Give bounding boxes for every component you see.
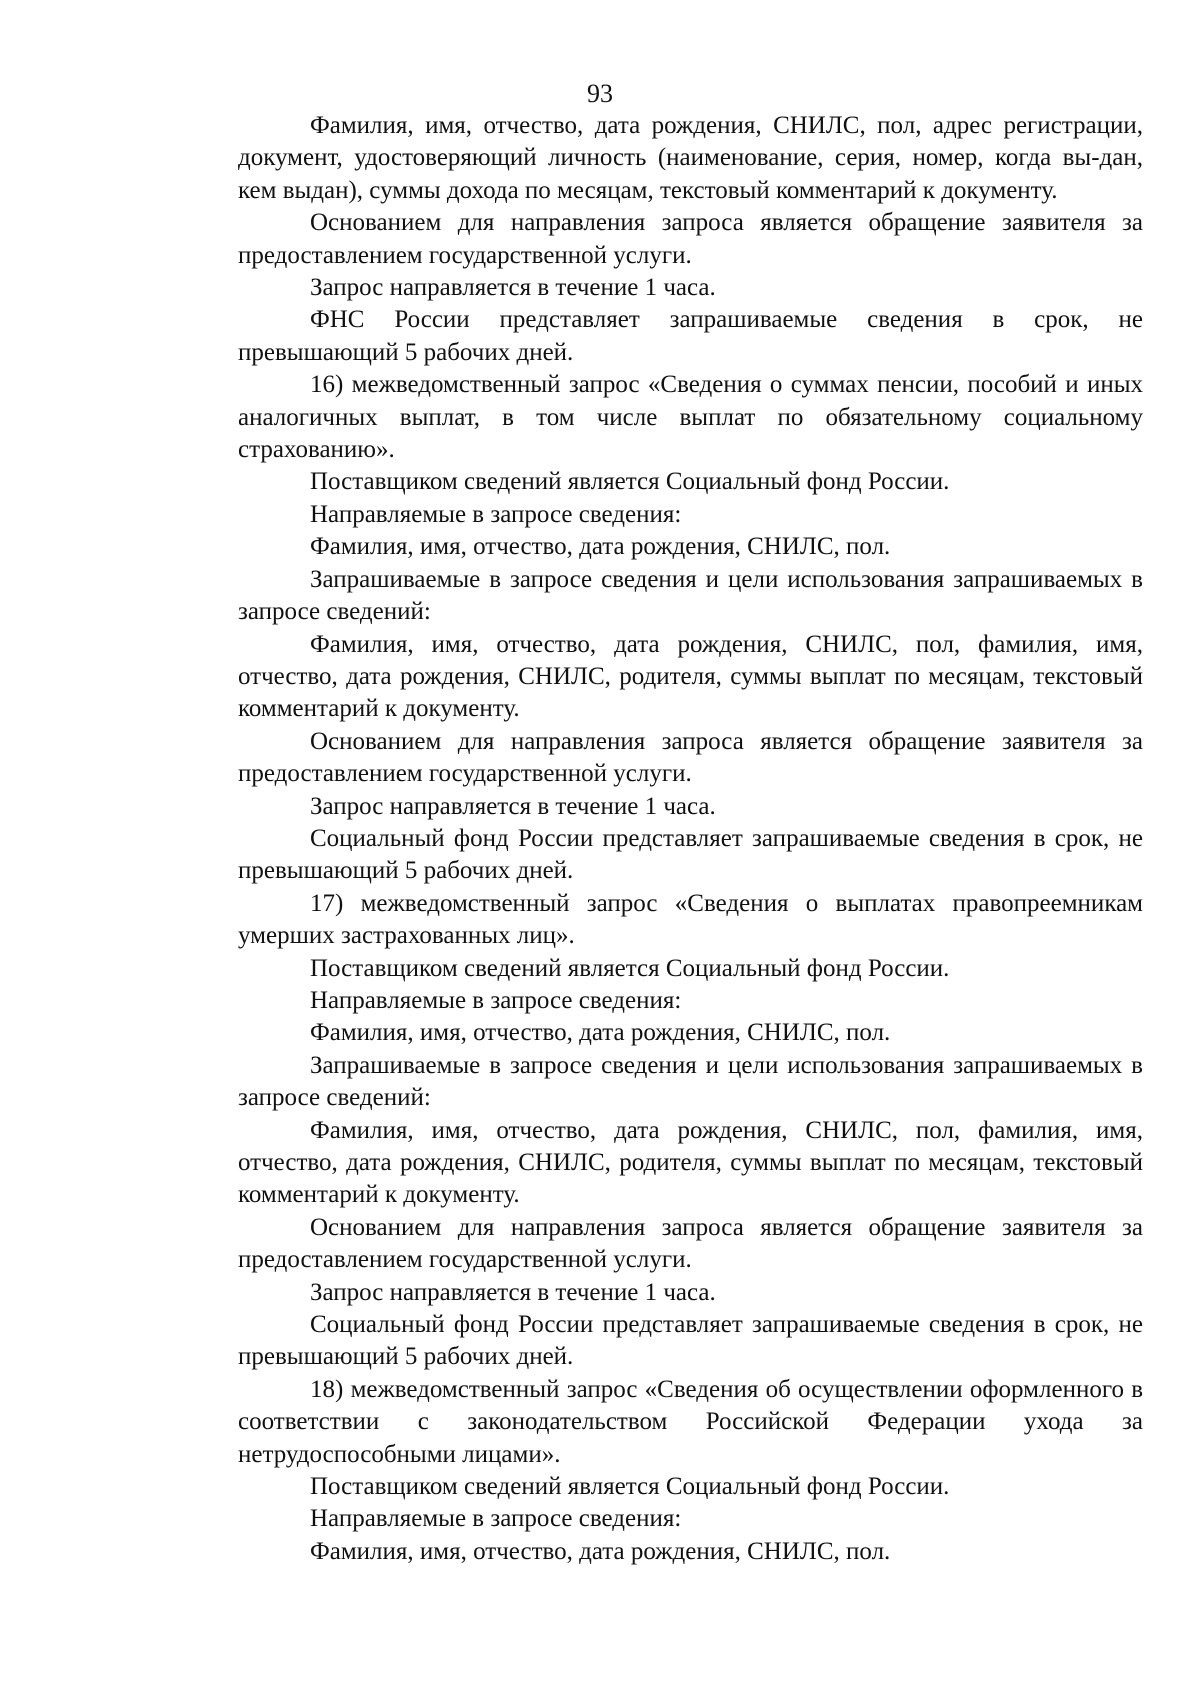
document-body (238, 110, 1143, 1568)
paragraph-sent-fields: Фамилия, имя, отчество, дата рождения, СНИЛС, пол. (310, 533, 891, 561)
paragraph-sent-fields: Фамилия, имя, отчество, дата рождения, СНИЛС, пол. (310, 1537, 891, 1565)
paragraph-sent-heading: Направляемые в запросе сведения: (310, 1505, 682, 1533)
paragraph-response-deadline: ФНС России представляет запрашиваемые сведения в срок, не превышающий 5 рабочих дней. (238, 306, 1143, 366)
paragraph-basis: Основанием для направления запроса является обращение заявителя за предоставлением государственной услуги. (238, 209, 1143, 269)
paragraph-provider: Поставщиком сведений является Социальный фонд России. (310, 468, 950, 496)
paragraph-basis: Основанием для направления запроса является обращение заявителя за предоставлением государственной услуги. (238, 1213, 1143, 1274)
page-number: 93 (587, 79, 613, 108)
paragraph-response-deadline: Социальный фонд России представляет запрашиваемые сведения в срок, не превышающий 5 рабочих дней. (238, 824, 1143, 885)
paragraph-response-deadline: Социальный фонд России представляет запрашиваемые сведения в срок, не превышающий 5 рабочих дней. (238, 1311, 1143, 1371)
paragraph-request-16: 16) межведомственный запрос «Сведения о суммах пенсии, пособий и иных аналогичных выплат, в том числе выплат по обязательному социальному страхованию». (238, 371, 1143, 464)
paragraph-requested-fields: Фамилия, имя, отчество, дата рождения, СНИЛС, пол, фамилия, имя, отчество, дата рождения, СНИЛС, родителя, суммы выплат по месяцам, текстовый комментарий к документу. (238, 630, 1143, 723)
paragraph-timing: Запрос направляется в течение 1 часа. (310, 792, 716, 820)
paragraph-sent-fields: Фамилия, имя, отчество, дата рождения, СНИЛС, пол. (310, 1019, 891, 1047)
paragraph-basis: Основанием для направления запроса является обращение заявителя за предоставлением государственной услуги. (238, 727, 1143, 788)
paragraph-intro-fields: Фамилия, имя, отчество, дата рождения, СНИЛС, пол, адрес регистрации, документ, удостоверяющий личность (наименование, серия, номер, когда вы-дан, кем выдан), суммы дохода по месяцам, текстовый комментарий к документу. (238, 112, 1143, 204)
paragraph-timing: Запрос направляется в течение 1 часа. (310, 274, 716, 302)
paragraph-request-18: 18) межведомственный запрос «Сведения об осуществлении оформленного в соответствии с законодательством Российской Федерации ухода за нетрудоспособными лицами». (238, 1375, 1143, 1468)
paragraph-sent-heading: Направляемые в запросе сведения: (310, 986, 682, 1014)
paragraph-requested-heading: Запрашиваемые в запросе сведения и цели использования запрашиваемых в запросе сведений: (238, 565, 1143, 626)
paragraph-provider: Поставщиком сведений является Социальный фонд России. (310, 954, 950, 982)
paragraph-provider: Поставщиком сведений является Социальный фонд России. (310, 1473, 950, 1501)
paragraph-timing: Запрос направляется в течение 1 часа. (310, 1278, 716, 1306)
paragraph-request-17: 17) межведомственный запрос «Сведения о выплатах правопреемникам умерших застрахованных лиц». (238, 889, 1143, 950)
paragraph-requested-heading: Запрашиваемые в запросе сведения и цели использования запрашиваемых в запросе сведений: (238, 1051, 1143, 1112)
paragraph-requested-fields: Фамилия, имя, отчество, дата рождения, СНИЛС, пол, фамилия, имя, отчество, дата рождения, СНИЛС, родителя, суммы выплат по месяцам, текстовый комментарий к документу. (238, 1116, 1143, 1209)
paragraph-sent-heading: Направляемые в запросе сведения: (310, 500, 682, 528)
